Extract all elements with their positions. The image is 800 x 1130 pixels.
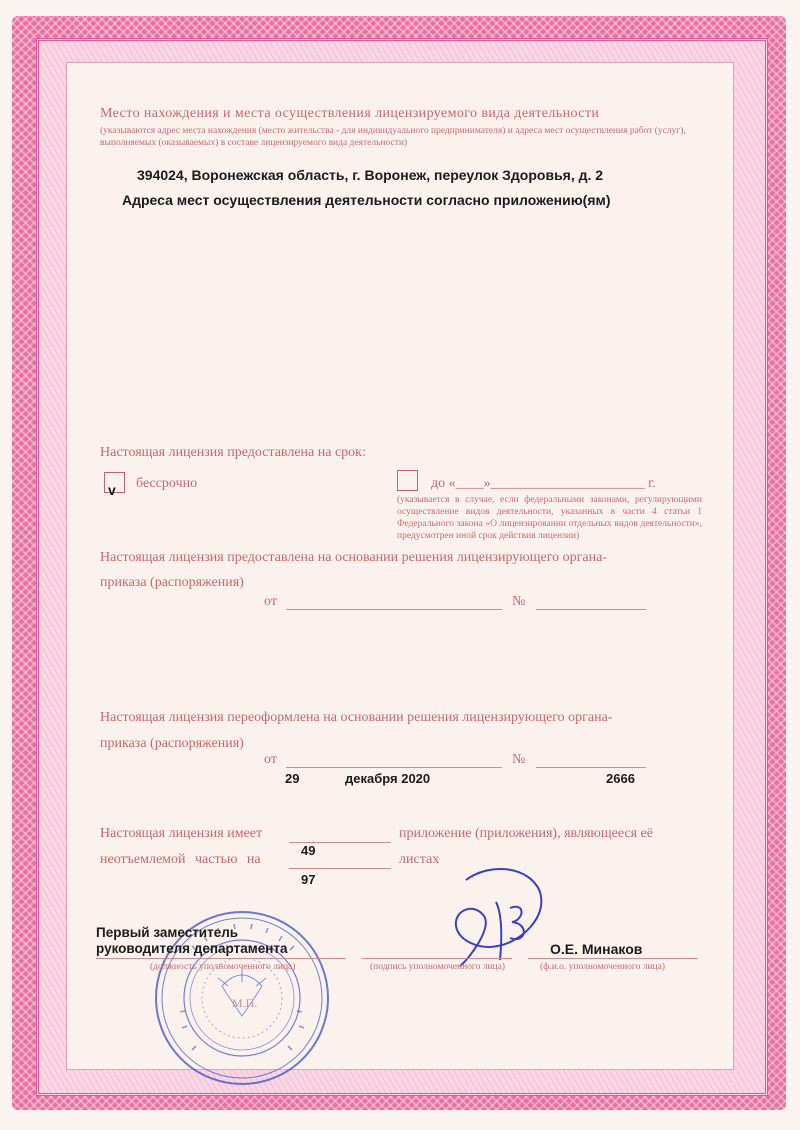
signer-name: О.Е. Минаков	[550, 941, 643, 957]
section-note-line2: выполняемых (оказываемых) в составе лицензируемого вида деятельности)	[100, 138, 408, 148]
until-checkbox	[397, 470, 418, 491]
perpetual-label: бессрочно	[136, 476, 198, 491]
appendix-text2-start: неотъемлемой частью на	[100, 852, 261, 867]
reissued-from-label: от	[264, 752, 277, 767]
reissued-month-year: декабря 2020	[345, 771, 431, 786]
section-note-line1: (указываются адрес места нахождения (место жительства - для индивидуального предпринимателя) и адреса мест осуществления работ (услуг),	[100, 126, 686, 136]
reissued-number: 2666	[606, 771, 635, 786]
reissued-day: 29	[285, 771, 300, 786]
appendix-text-start: Настоящая лицензия имеет	[100, 826, 263, 841]
until-label: до «____»______________________ г.	[431, 476, 656, 491]
position-caption: (должность уполномоченного лица)	[150, 962, 296, 972]
reissued-line2: приказа (распоряжения)	[100, 736, 244, 751]
granted-number-line	[536, 609, 646, 610]
granted-number-label: №	[512, 594, 526, 609]
reissued-number-line	[536, 767, 646, 768]
name-caption: (ф.и.о. уполномоченного лица)	[540, 962, 666, 972]
position-line	[96, 958, 346, 959]
section-title: Место нахождения и места осуществления лицензируемого вида деятельности	[100, 106, 600, 121]
appendix-text2-end: листах	[399, 852, 440, 867]
stamp-mark: М.П.	[232, 996, 258, 1010]
until-note: (указывается в случае, если федеральными законами, регулирующими осуществление видов деятельности, указанных в части 4 статьи 1 Федерального закона «О лицензировании отдельных видов деятельности», предусмотрен иной срок действия лицензии)	[397, 495, 702, 541]
check-mark: v	[108, 482, 116, 498]
signer-position-line1: Первый заместитель	[96, 925, 239, 940]
granted-date-line	[286, 609, 502, 610]
signature-line	[362, 958, 512, 959]
granted-line1: Настоящая лицензия предоставлена на основании решения лицензирующего органа-	[100, 550, 607, 565]
signer-position-line2: руководителя департамента	[96, 941, 288, 956]
appendix-sheets-line	[289, 868, 391, 869]
appendix-count: 49	[301, 843, 316, 858]
term-label: Настоящая лицензия предоставлена на срок:	[100, 445, 366, 460]
reissued-date-line	[286, 767, 502, 768]
activity-addresses-line: Адреса мест осуществления деятельности согласно приложению(ям)	[122, 192, 611, 208]
name-line	[528, 958, 698, 959]
reissued-line1: Настоящая лицензия переоформлена на основании решения лицензирующего органа-	[100, 710, 613, 725]
handwritten-signature	[440, 862, 560, 972]
reissued-number-label: №	[512, 752, 526, 767]
granted-line2: приказа (распоряжения)	[100, 575, 244, 590]
appendix-text-end: приложение (приложения), являющееся её	[399, 826, 653, 841]
signature-caption: (подпись уполномоченного лица)	[370, 962, 506, 972]
appendix-sheets: 97	[301, 872, 316, 887]
address-line: 394024, Воронежская область, г. Воронеж, переулок Здоровья, д. 2	[137, 167, 604, 183]
granted-from-label: от	[264, 594, 277, 609]
